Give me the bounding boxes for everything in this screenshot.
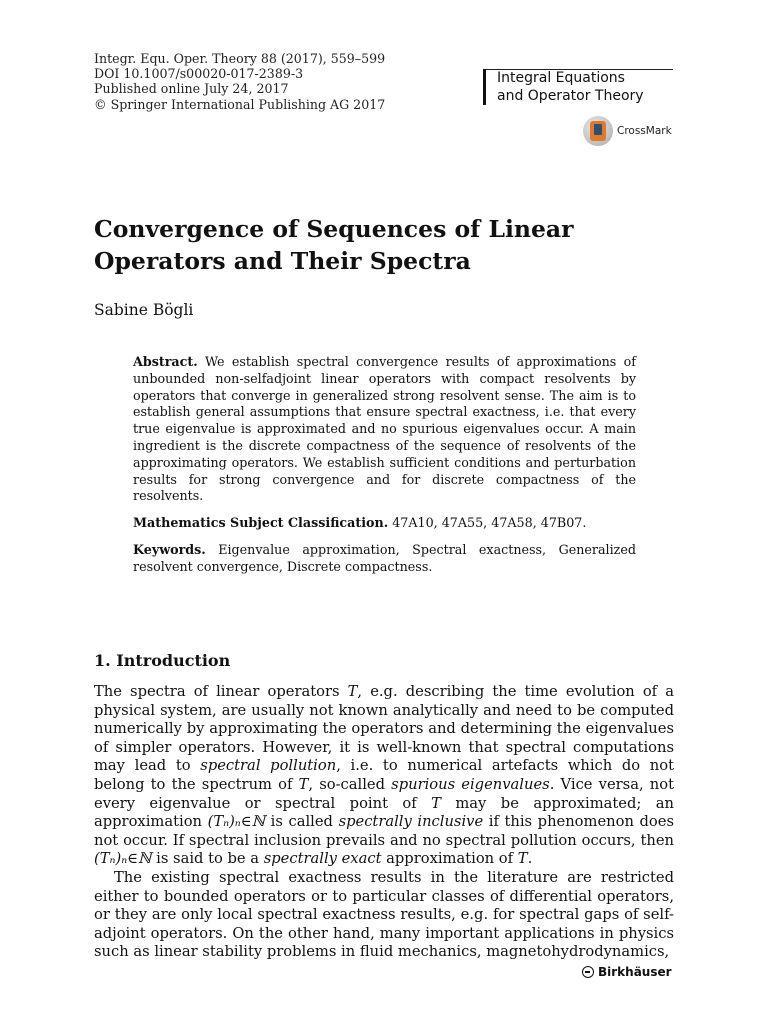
math-T: T xyxy=(298,775,309,793)
keywords-text: Eigenvalue approximation, Spectral exactness, Generalized resolvent convergence, Discrete compactness. xyxy=(133,541,636,574)
publisher-logo xyxy=(582,965,672,979)
text-run: , i.e. to numerical artefacts which do not belong to the spectrum of xyxy=(94,757,675,793)
title-line2: Operators and Their Spectra xyxy=(94,247,471,275)
term-spectrally-exact: spectrally exact xyxy=(263,850,382,868)
text-run: may be approximated; an approximation xyxy=(94,794,674,831)
msc-text: 47A10, 47A55, 47A58, 47B07. xyxy=(392,515,587,531)
copyright: © Springer International Publishing AG 2017 xyxy=(94,96,386,112)
crossmark-link[interactable] xyxy=(583,116,672,146)
author-name: Sabine Bögli xyxy=(94,301,194,319)
title-line1: Convergence of Sequences of Linear xyxy=(94,215,574,243)
math-sequence: (Tₙ)ₙ∈ℕ xyxy=(94,850,152,868)
keywords-label: Keywords. xyxy=(133,541,206,557)
body-paragraph-2: The existing spectral exactness results in the literature are restricted either to bounded operators or to particular classes of differential operators, or they are only local spectral exactness results, e.g. for spectral gaps of self-adjoint operators. On the other hand, many important applications in physics such as linear stability problems in fluid mechanics, magnetohydrodynamics, xyxy=(94,868,674,961)
term-spectral-pollution: spectral pollution xyxy=(200,757,337,775)
text-run: if this phenomenon does not occur. If spectral inclusion prevails and no spectral pollution occurs, then xyxy=(94,813,674,849)
journal-name-line1: Integral Equations xyxy=(497,70,625,86)
text-run: The spectra of linear operators xyxy=(94,683,348,700)
published-date: Published online July 24, 2017 xyxy=(94,81,289,97)
doi[interactable]: DOI 10.1007/s00020-017-2389-3 xyxy=(94,66,304,82)
msc-paragraph xyxy=(133,515,636,532)
text-run: is called xyxy=(265,813,339,831)
body-paragraph-1 xyxy=(94,683,674,869)
term-spurious-eigenvalues: spurious eigenvalues xyxy=(391,775,550,793)
birkhauser-icon xyxy=(582,966,594,978)
math-sequence: (Tₙ)ₙ∈ℕ xyxy=(207,813,266,831)
introduction-body xyxy=(94,683,674,962)
article-metadata xyxy=(94,51,385,112)
term-spectrally-inclusive: spectrally inclusive xyxy=(338,813,484,831)
text-run: . xyxy=(527,850,533,868)
section-heading-introduction: 1. Introduction xyxy=(94,651,231,670)
citation: Integr. Equ. Oper. Theory 88 (2017), 559–599 xyxy=(94,51,386,66)
crossmark-icon xyxy=(583,116,613,146)
text-run: approximation of xyxy=(381,850,518,868)
text-run: . Vice versa, not every eigenvalue or spectral point of xyxy=(94,775,674,812)
crossmark-label: CrossMark xyxy=(617,125,672,137)
math-T: T xyxy=(431,794,441,812)
publisher-name: Birkhäuser xyxy=(598,965,672,979)
text-run: is said to be a xyxy=(151,850,264,868)
text-run: , e.g. describing the time evolution of a physical system, are usually not known analytically and need to be computed numerically by approximating the operators and determining the eigenvalues of simpler operators. However, it is well-known that spectral computations may lead to xyxy=(94,683,674,775)
keywords-paragraph xyxy=(133,542,636,576)
msc-label: Mathematics Subject Classification. xyxy=(133,515,389,531)
journal-name-line2: and Operator Theory xyxy=(497,88,644,104)
journal-name xyxy=(483,69,687,105)
paper-title xyxy=(94,213,694,277)
text-run: , so-called xyxy=(308,775,392,793)
abstract-text: We establish spectral convergence results of approximations of unbounded non-selfadjoint linear operators with compact resolvents by operators that converge in generalized strong resolvent sense. The aim is to establish general assumptions that ensure spectral exactness, i.e. that every true eigenvalue is approximated and no spurious eigenvalues occur. A main ingredient is the discrete compactness of the sequence of resolvents of the approximating operators. We establish sufficient conditions and perturbation results for strong convergence and for discrete compactness of the resolvents. xyxy=(133,354,636,504)
math-T: T xyxy=(347,683,358,700)
math-T: T xyxy=(517,850,528,868)
abstract-section xyxy=(133,354,636,586)
abstract-paragraph xyxy=(133,354,636,505)
abstract-label: Abstract. xyxy=(133,354,198,369)
